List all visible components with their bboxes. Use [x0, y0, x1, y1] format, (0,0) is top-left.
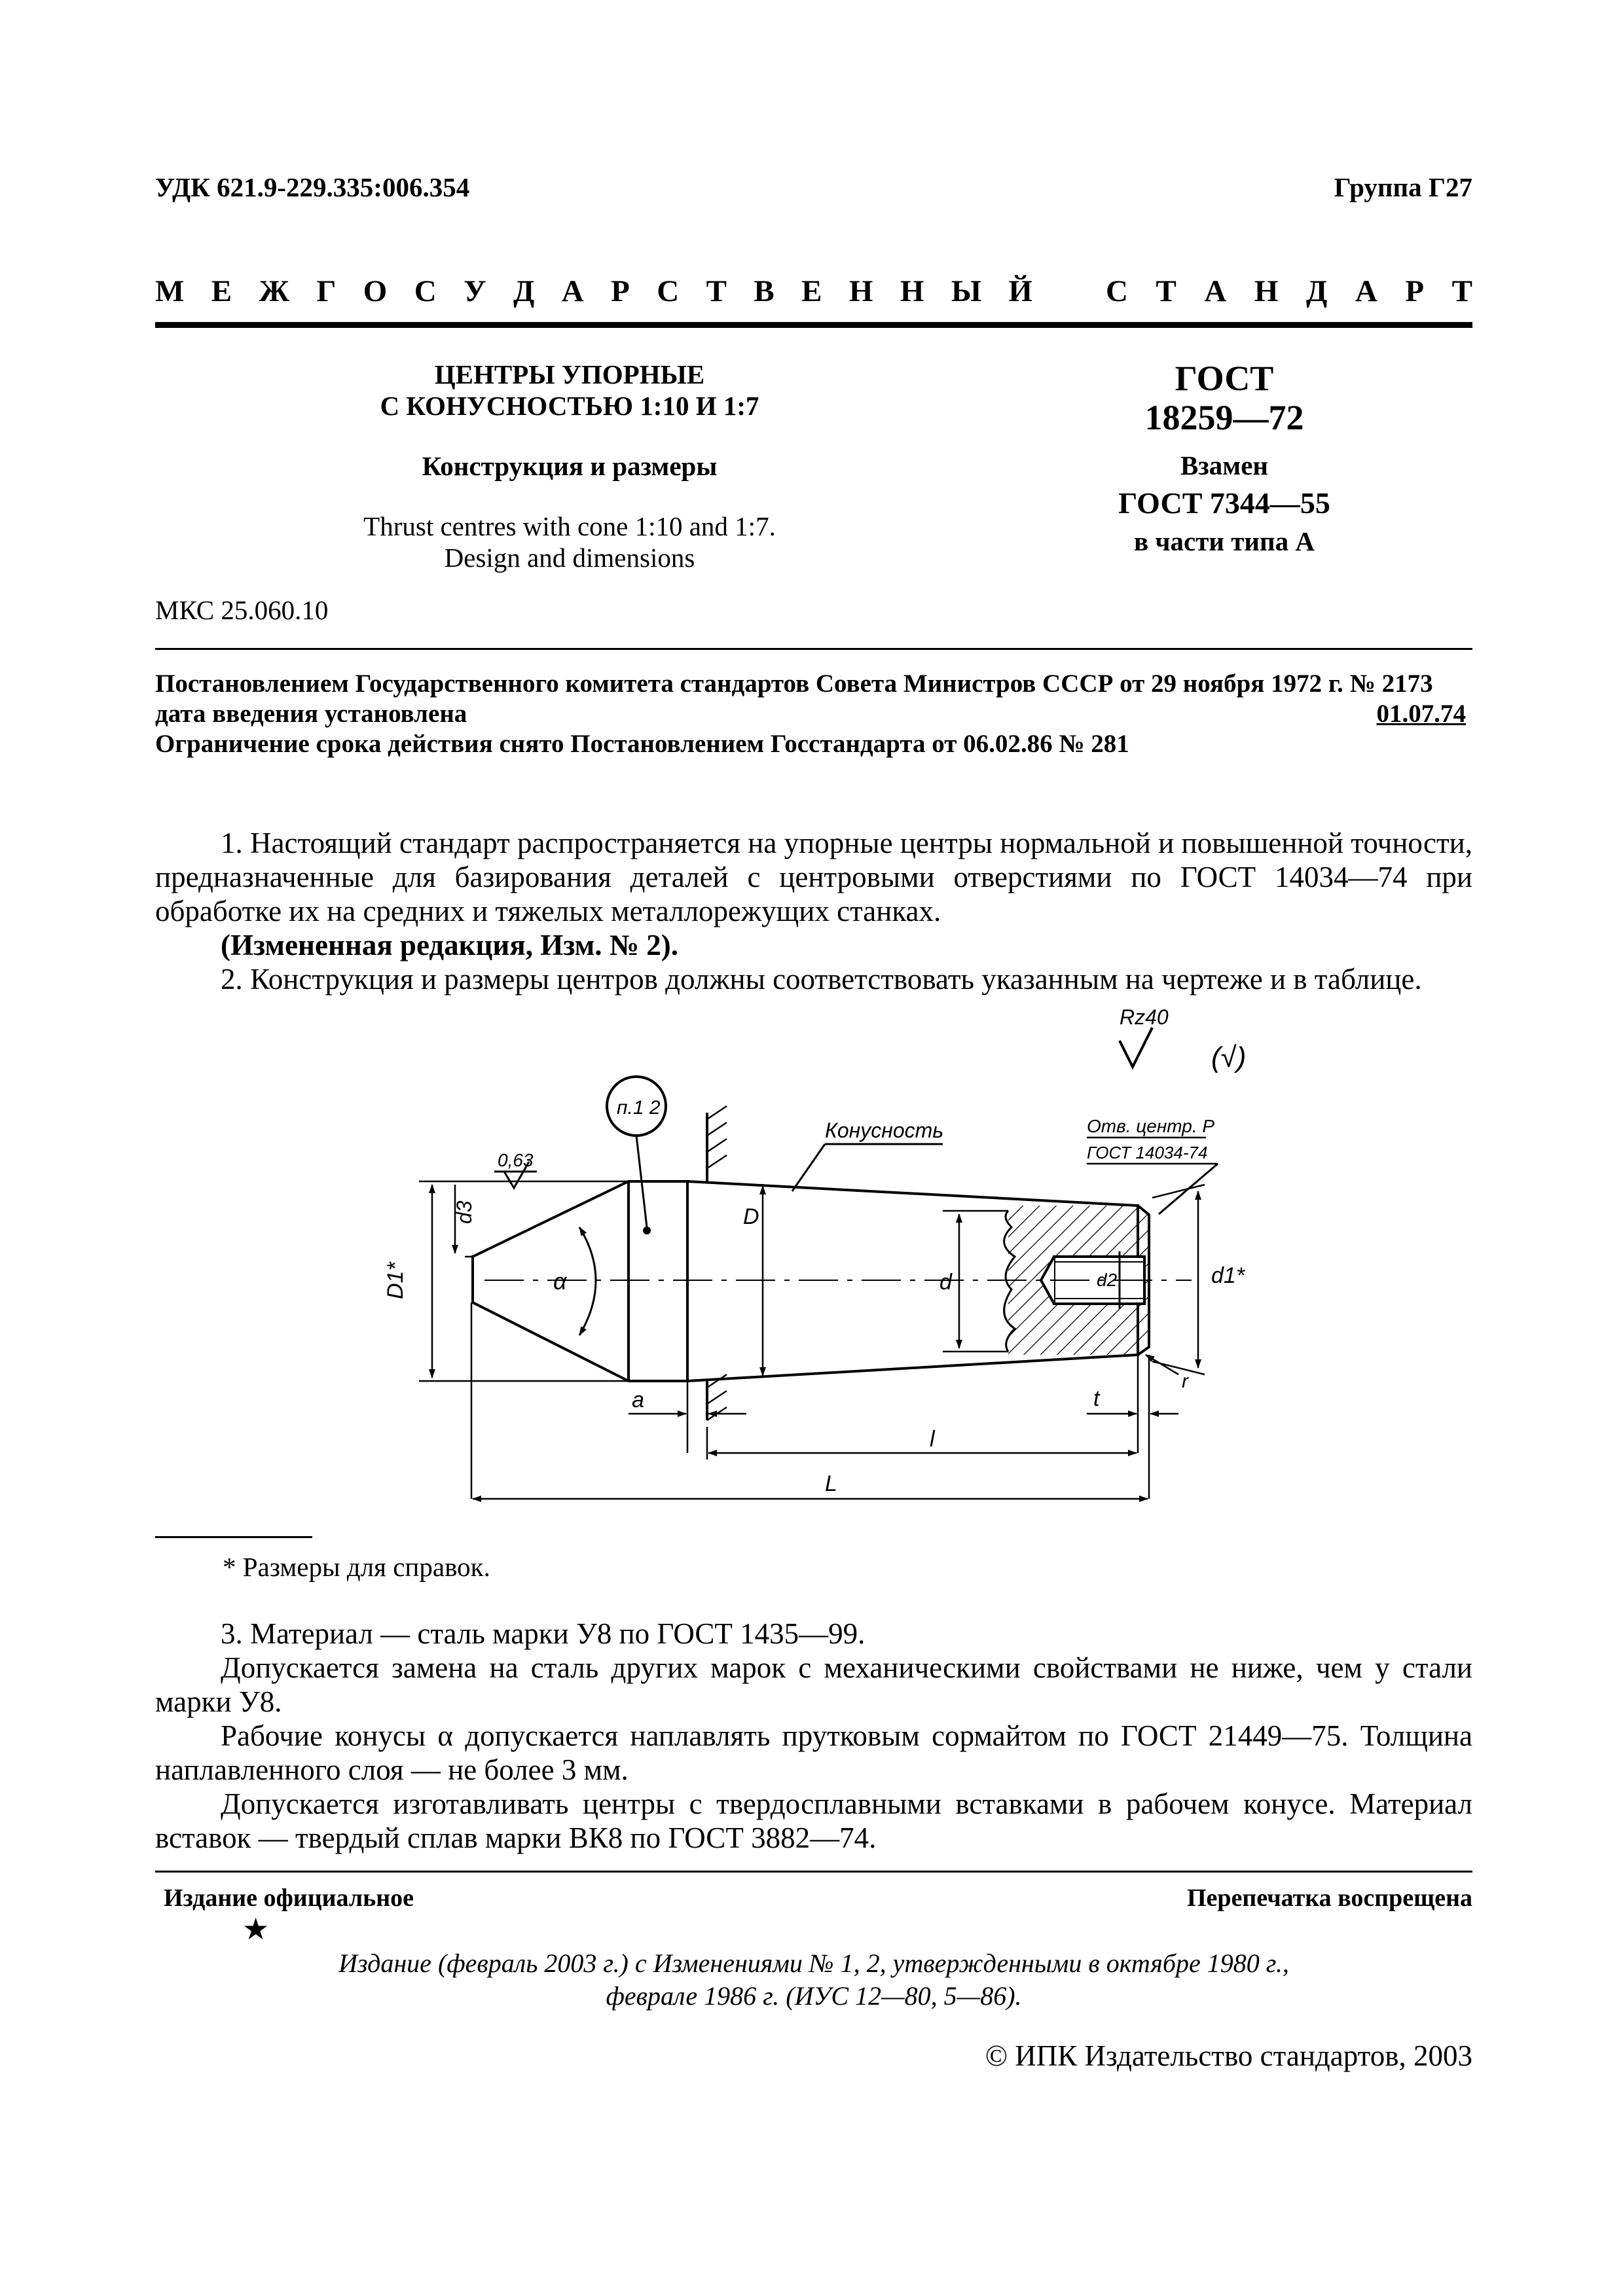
- banner-letter: Н: [848, 274, 873, 308]
- banner-letter: Т: [1156, 274, 1176, 308]
- footer-rule: [155, 1871, 1472, 1873]
- banner-letter: Т: [1451, 274, 1472, 308]
- dim-d2-text: d2: [1097, 1270, 1118, 1290]
- footnote-rule: [155, 1536, 312, 1538]
- dim-a-text: a: [632, 1388, 644, 1412]
- dim-d-text: d: [939, 1270, 952, 1295]
- title-block: [275, 359, 864, 422]
- interstate-standard-banner: [155, 274, 1472, 309]
- banner-letter: Е: [801, 274, 822, 308]
- decree-line1: Постановлением Государственного комитета стандартов Совета Министров СССР от 29 ноября 1972 г. № 2173: [155, 670, 1433, 698]
- gost-number: 18259—72: [1144, 398, 1304, 437]
- dim-l-text: l: [930, 1427, 935, 1452]
- section-rule: [155, 648, 1472, 650]
- roughness-check-icon: [1120, 1028, 1152, 1067]
- dim-d1-text: d1*: [1211, 1263, 1245, 1288]
- banner-letter: Ж: [259, 274, 290, 308]
- dim-alpha-arc: [579, 1227, 596, 1335]
- dim-alpha-text: α: [553, 1268, 567, 1295]
- title-line1: ЦЕНТРЫ УПОРНЫЕ: [434, 359, 705, 389]
- banner-letter: У: [464, 274, 486, 308]
- banner-letter: О: [363, 274, 388, 308]
- mks-code: МКС 25.060.10: [155, 595, 329, 625]
- roughness-rz40: Rz40: [1120, 1005, 1169, 1029]
- replace-label: Взамен: [1180, 450, 1269, 480]
- paragraph-3c: Допускается изготавливать центры с твердосплавными вставками в рабочем конусе. Материал вставок — твердый сплав марки ВК8 по ГОСТ 3882—74.: [155, 1787, 1472, 1854]
- banner-letter: А: [1355, 274, 1377, 308]
- paragraph-3a: Допускается замена на сталь других марок с механическими свойствами не ниже, чем у стали марки У8.: [155, 1651, 1472, 1718]
- banner-letter: Н: [900, 274, 924, 308]
- banner-letter: А: [1204, 274, 1227, 308]
- dim-d3: [452, 1185, 476, 1257]
- banner-letter: Д: [513, 274, 535, 308]
- banner-letter: С: [1106, 274, 1128, 308]
- reprint-prohibited: Перепечатка воспрещена: [1186, 1884, 1472, 1912]
- udk-code: УДК 621.9-229.335:006.354: [155, 172, 470, 202]
- edition-note: [155, 1947, 1472, 2013]
- banner-letter: Р: [611, 274, 630, 308]
- banner-letter: Р: [1405, 274, 1425, 308]
- tip-roughness-text: 0,63: [498, 1150, 534, 1170]
- banner-letter: Т: [706, 274, 727, 308]
- english-title: [275, 511, 864, 573]
- support-wall: [707, 1106, 727, 1420]
- edition-line1: Издание (февраль 2003 г.) с Изменениями № 1, 2, утвержденными в октябре 1980 г.,: [338, 1948, 1289, 1978]
- replacement-block: [1067, 446, 1381, 560]
- gost-number-block: [1067, 359, 1381, 437]
- decree-line2: [155, 699, 1472, 729]
- dim-D1-text: D1*: [383, 1262, 408, 1299]
- banner-letter: Ы: [951, 274, 981, 308]
- banner-letter: Й: [1008, 274, 1032, 308]
- note-ref-text: п.1 2: [617, 1097, 661, 1119]
- banner-letter: С: [414, 274, 437, 308]
- hole-spec-line1: Отв. центр. Р: [1087, 1116, 1215, 1136]
- dim-D-text: D: [743, 1204, 759, 1229]
- dim-r-text: r: [1182, 1371, 1188, 1392]
- decree-block: [155, 669, 1472, 759]
- paragraph-1-change: (Измененная редакция, Изм. № 2).: [221, 929, 679, 961]
- paragraph-3b: Рабочие конусы α допускается наплавлять прутковым сормайтом по ГОСТ 21449—75. Толщина наплавленного слоя — не более 3 мм.: [155, 1719, 1472, 1786]
- hole-spec-line2: ГОСТ 14034-74: [1087, 1143, 1208, 1162]
- dim-t-text: t: [1093, 1386, 1100, 1411]
- banner-letter: А: [561, 274, 584, 308]
- dim-L-text: L: [825, 1471, 837, 1496]
- section-3: [155, 1617, 1472, 1855]
- gost-label: ГОСТ: [1175, 359, 1274, 398]
- english-title-line1: Thrust centres with cone 1:10 and 1:7.: [363, 511, 776, 541]
- banner-letter: Д: [1305, 274, 1328, 308]
- subtitle: Конструкция и размеры: [422, 451, 718, 481]
- banner-letter: Е: [211, 274, 232, 308]
- decree-date-label: дата введения установлена: [155, 700, 467, 728]
- decree-date: 01.07.74: [1376, 700, 1466, 728]
- thrust-centre-drawing: [367, 995, 1493, 1532]
- copyright: © ИПК Издательство стандартов, 2003: [985, 2039, 1472, 2072]
- banner-letter: Г: [316, 274, 337, 308]
- replace-part: в части типа А: [1134, 526, 1315, 556]
- group-code: Группа Г27: [1334, 172, 1472, 202]
- footnote: * Размеры для справок.: [223, 1552, 490, 1582]
- roughness-paren: (√): [1211, 1041, 1247, 1073]
- dim-D1: [383, 1181, 629, 1381]
- section-1: [155, 826, 1472, 996]
- replace-number: ГОСТ 7344—55: [1118, 486, 1330, 520]
- english-title-line2: Design and dimensions: [444, 543, 695, 573]
- centre-outline: [471, 1181, 1192, 1381]
- banner-rule: [155, 322, 1472, 328]
- banner-letter: Н: [1254, 274, 1279, 308]
- star-icon: ★: [242, 1912, 270, 1946]
- banner-letter: М: [155, 274, 185, 308]
- paragraph-2: 2. Конструкция и размеры центров должны соответствовать указанным на чертеже и в таблице.: [221, 963, 1422, 996]
- banner-letter: В: [754, 274, 775, 308]
- taper-label: Конусность: [825, 1119, 944, 1142]
- decree-line3: Ограничение срока действия снято Постановлением Госстандарта от 06.02.86 № 281: [155, 730, 1129, 758]
- banner-letter: С: [657, 274, 680, 308]
- paragraph-3: 3. Материал — сталь марки У8 по ГОСТ 1435—99.: [221, 1617, 866, 1650]
- title-line2: С КОНУСНОСТЬЮ 1:10 И 1:7: [380, 391, 759, 421]
- official-edition: Издание официальное: [164, 1884, 414, 1912]
- edition-line2: феврале 1986 г. (ИУС 12—80, 5—86).: [606, 1981, 1022, 2011]
- paragraph-1: 1. Настоящий стандарт распространяется на упорные центры нормальной и повышенной точности, предназначенные для базирования деталей с центровыми отверстиями по ГОСТ 14034—74 при обработке их на средних и тяжелых металлорежущих станках.: [155, 827, 1472, 927]
- dim-d3-text: d3: [452, 1200, 476, 1224]
